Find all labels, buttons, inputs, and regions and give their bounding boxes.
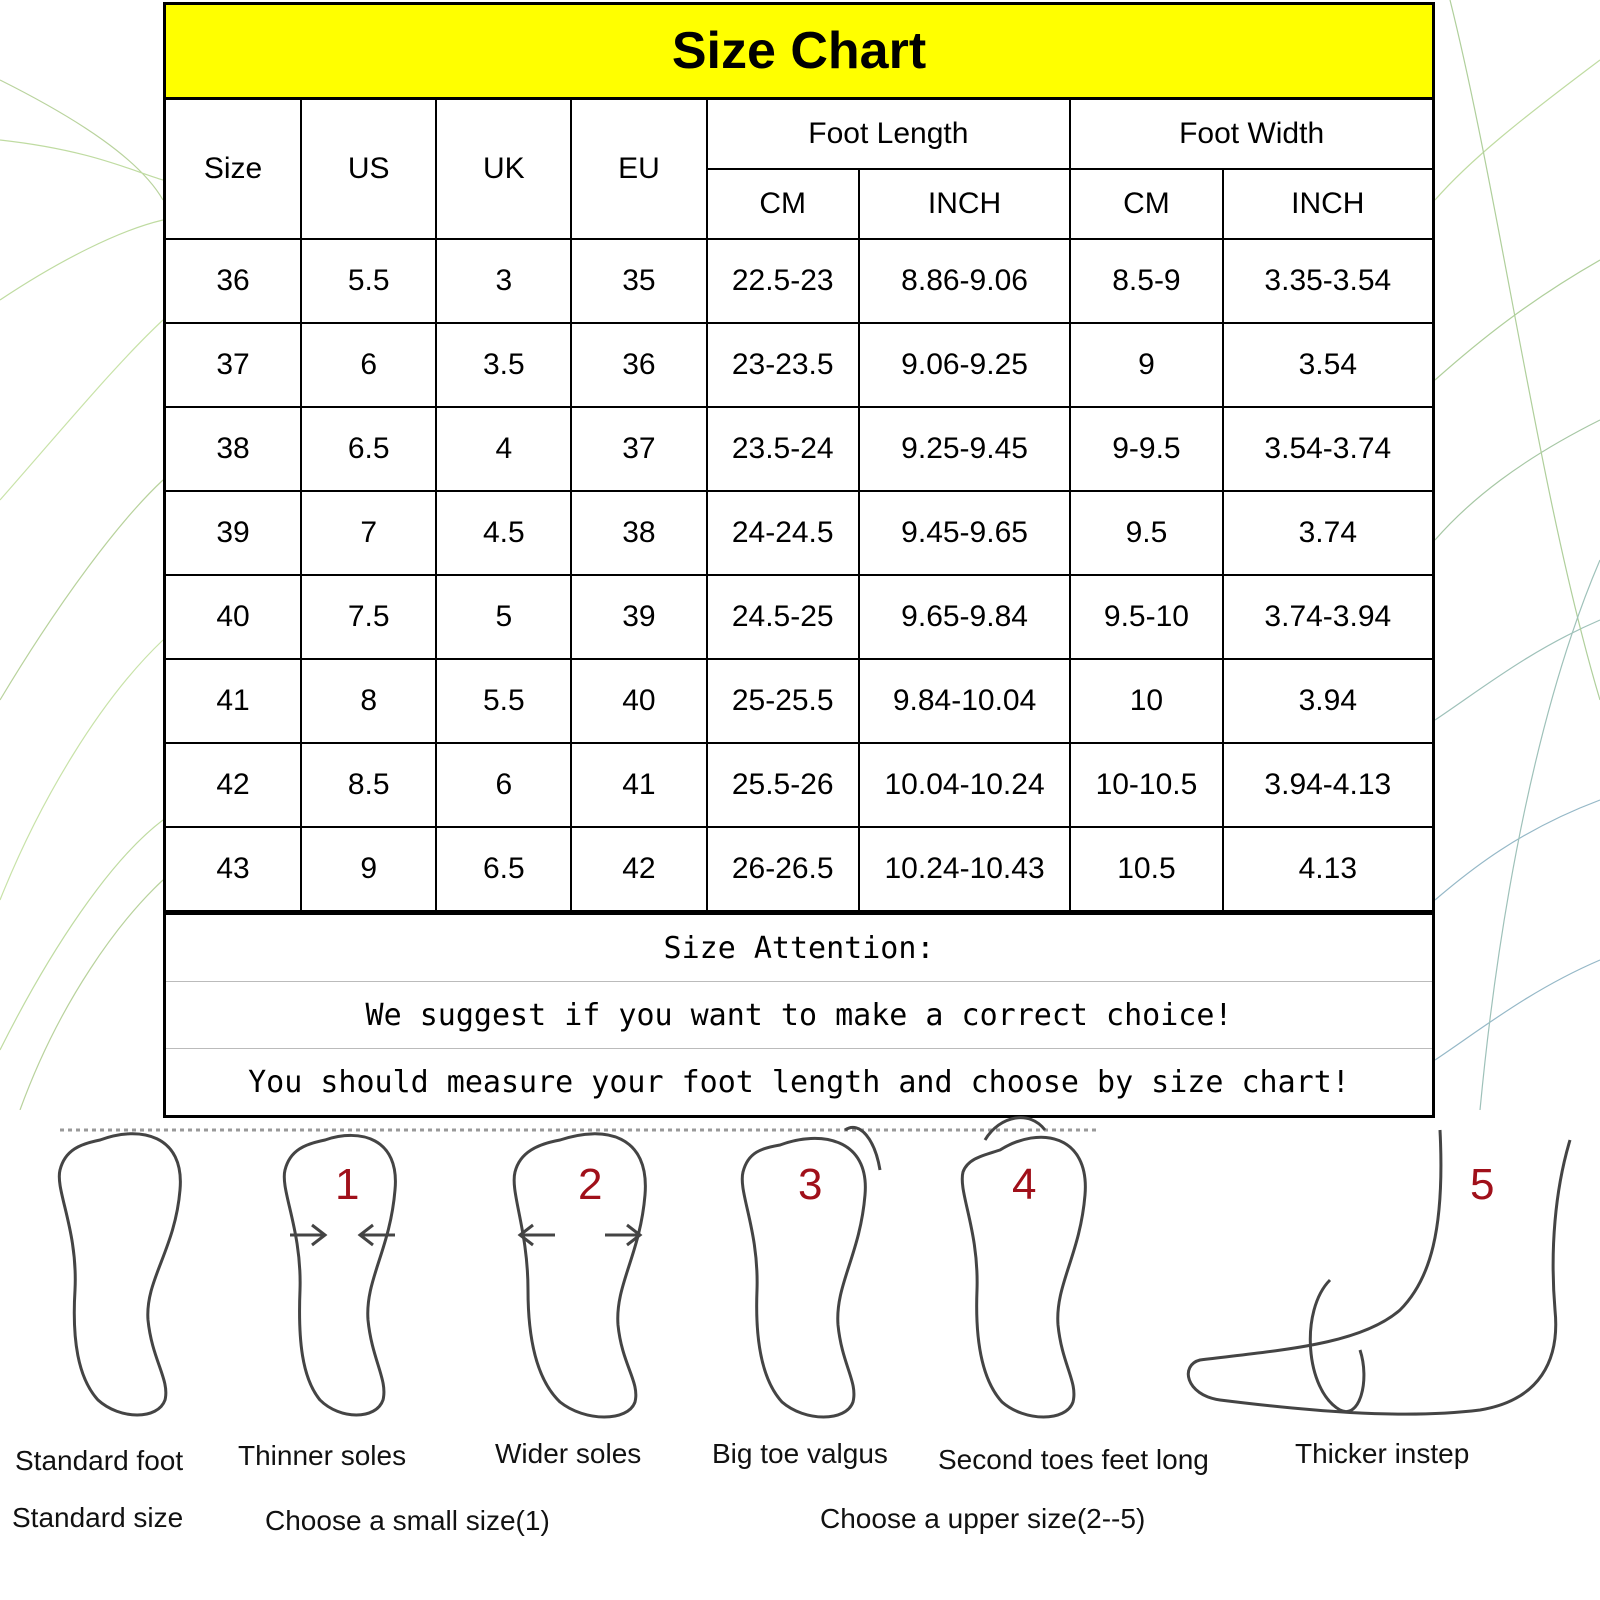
cell-us: 5.5 xyxy=(301,239,436,323)
standard-foot-icon xyxy=(59,1134,180,1415)
cell-us: 6 xyxy=(301,323,436,407)
cell-width-inch: 3.74 xyxy=(1223,491,1432,575)
header-foot-width: Foot Width xyxy=(1070,100,1432,169)
table-row xyxy=(166,323,1432,407)
size-attention-notes xyxy=(166,912,1432,1115)
cell-eu: 40 xyxy=(571,659,706,743)
cell-length-inch: 9.25-9.45 xyxy=(859,407,1070,491)
cell-size: 37 xyxy=(166,323,301,407)
cell-width-inch: 3.94 xyxy=(1223,659,1432,743)
cell-width-inch: 4.13 xyxy=(1223,827,1432,911)
cell-eu: 38 xyxy=(571,491,706,575)
header-width-cm: CM xyxy=(1070,169,1222,239)
label-thicker-instep: Thicker instep xyxy=(1295,1438,1470,1469)
header-length-cm: CM xyxy=(707,169,859,239)
cell-length-cm: 26-26.5 xyxy=(707,827,859,911)
cell-length-inch: 8.86-9.06 xyxy=(859,239,1070,323)
foot-number-2: 2 xyxy=(578,1160,603,1209)
cell-width-cm: 10.5 xyxy=(1070,827,1222,911)
cell-length-inch: 9.45-9.65 xyxy=(859,491,1070,575)
thick-instep-foot-icon xyxy=(1188,1130,1570,1414)
cell-us: 9 xyxy=(301,827,436,911)
note-heading: Size Attention: xyxy=(166,915,1432,982)
foot-number-1: 1 xyxy=(335,1160,360,1209)
header-us: US xyxy=(301,100,436,239)
cell-length-cm: 23-23.5 xyxy=(707,323,859,407)
header-size: Size xyxy=(166,100,301,239)
size-chart xyxy=(163,2,1435,1118)
cell-length-cm: 24.5-25 xyxy=(707,575,859,659)
cell-length-cm: 22.5-23 xyxy=(707,239,859,323)
cell-length-cm: 25-25.5 xyxy=(707,659,859,743)
cell-length-cm: 25.5-26 xyxy=(707,743,859,827)
cell-uk: 4.5 xyxy=(436,491,571,575)
cell-size: 40 xyxy=(166,575,301,659)
cell-width-inch: 3.74-3.94 xyxy=(1223,575,1432,659)
cell-width-inch: 3.35-3.54 xyxy=(1223,239,1432,323)
cell-size: 41 xyxy=(166,659,301,743)
cell-size: 39 xyxy=(166,491,301,575)
table-row xyxy=(166,491,1432,575)
guidance-upper-size: Choose a upper size(2--5) xyxy=(820,1503,1146,1534)
table-row xyxy=(166,575,1432,659)
header-width-inch: INCH xyxy=(1223,169,1432,239)
cell-uk: 6.5 xyxy=(436,827,571,911)
cell-us: 8 xyxy=(301,659,436,743)
cell-eu: 36 xyxy=(571,323,706,407)
cell-length-inch: 10.24-10.43 xyxy=(859,827,1070,911)
table-row xyxy=(166,239,1432,323)
label-wider-soles: Wider soles xyxy=(495,1438,642,1469)
cell-eu: 39 xyxy=(571,575,706,659)
cell-width-inch: 3.54-3.74 xyxy=(1223,407,1432,491)
cell-us: 7 xyxy=(301,491,436,575)
label-second-toes-long: Second toes feet long xyxy=(938,1444,1209,1475)
chart-title: Size Chart xyxy=(166,5,1432,100)
cell-eu: 37 xyxy=(571,407,706,491)
cell-eu: 41 xyxy=(571,743,706,827)
cell-length-cm: 23.5-24 xyxy=(707,407,859,491)
cell-width-cm: 9.5-10 xyxy=(1070,575,1222,659)
cell-length-cm: 24-24.5 xyxy=(707,491,859,575)
size-table xyxy=(166,100,1432,912)
cell-us: 6.5 xyxy=(301,407,436,491)
foot-number-4: 4 xyxy=(1012,1160,1037,1209)
cell-uk: 6 xyxy=(436,743,571,827)
note-measure: You should measure your foot length and choose by size chart! xyxy=(248,1064,1350,1100)
cell-width-cm: 10-10.5 xyxy=(1070,743,1222,827)
foot-number-5: 5 xyxy=(1470,1160,1495,1209)
cell-us: 8.5 xyxy=(301,743,436,827)
cell-uk: 3 xyxy=(436,239,571,323)
header-row xyxy=(166,100,1432,169)
cell-width-inch: 3.54 xyxy=(1223,323,1432,407)
cell-length-inch: 9.06-9.25 xyxy=(859,323,1070,407)
cell-uk: 5 xyxy=(436,575,571,659)
cell-width-inch: 3.94-4.13 xyxy=(1223,743,1432,827)
cell-size: 42 xyxy=(166,743,301,827)
cell-size: 38 xyxy=(166,407,301,491)
label-standard-foot: Standard foot xyxy=(15,1445,184,1476)
note-suggestion: We suggest if you want to make a correct choice! xyxy=(166,982,1432,1049)
table-row xyxy=(166,743,1432,827)
cell-eu: 35 xyxy=(571,239,706,323)
cell-eu: 42 xyxy=(571,827,706,911)
cell-width-cm: 9 xyxy=(1070,323,1222,407)
header-foot-length: Foot Length xyxy=(707,100,1071,169)
cell-us: 7.5 xyxy=(301,575,436,659)
foot-types-guide xyxy=(0,1110,1600,1600)
cell-width-cm: 8.5-9 xyxy=(1070,239,1222,323)
table-row xyxy=(166,659,1432,743)
table-row xyxy=(166,407,1432,491)
cell-length-inch: 9.84-10.04 xyxy=(859,659,1070,743)
cell-width-cm: 9-9.5 xyxy=(1070,407,1222,491)
header-eu: EU xyxy=(571,100,706,239)
guidance-standard-size: Standard size xyxy=(12,1502,184,1533)
cell-size: 43 xyxy=(166,827,301,911)
table-row xyxy=(166,827,1432,911)
cell-uk: 4 xyxy=(436,407,571,491)
header-length-inch: INCH xyxy=(859,169,1070,239)
cell-uk: 3.5 xyxy=(436,323,571,407)
cell-uk: 5.5 xyxy=(436,659,571,743)
cell-length-inch: 9.65-9.84 xyxy=(859,575,1070,659)
guidance-small-size: Choose a small size(1) xyxy=(265,1505,550,1536)
label-thinner-soles: Thinner soles xyxy=(238,1440,407,1471)
cell-size: 36 xyxy=(166,239,301,323)
cell-width-cm: 10 xyxy=(1070,659,1222,743)
label-big-toe-valgus: Big toe valgus xyxy=(712,1438,888,1469)
foot-number-3: 3 xyxy=(798,1160,823,1209)
header-uk: UK xyxy=(436,100,571,239)
cell-width-cm: 9.5 xyxy=(1070,491,1222,575)
cell-length-inch: 10.04-10.24 xyxy=(859,743,1070,827)
